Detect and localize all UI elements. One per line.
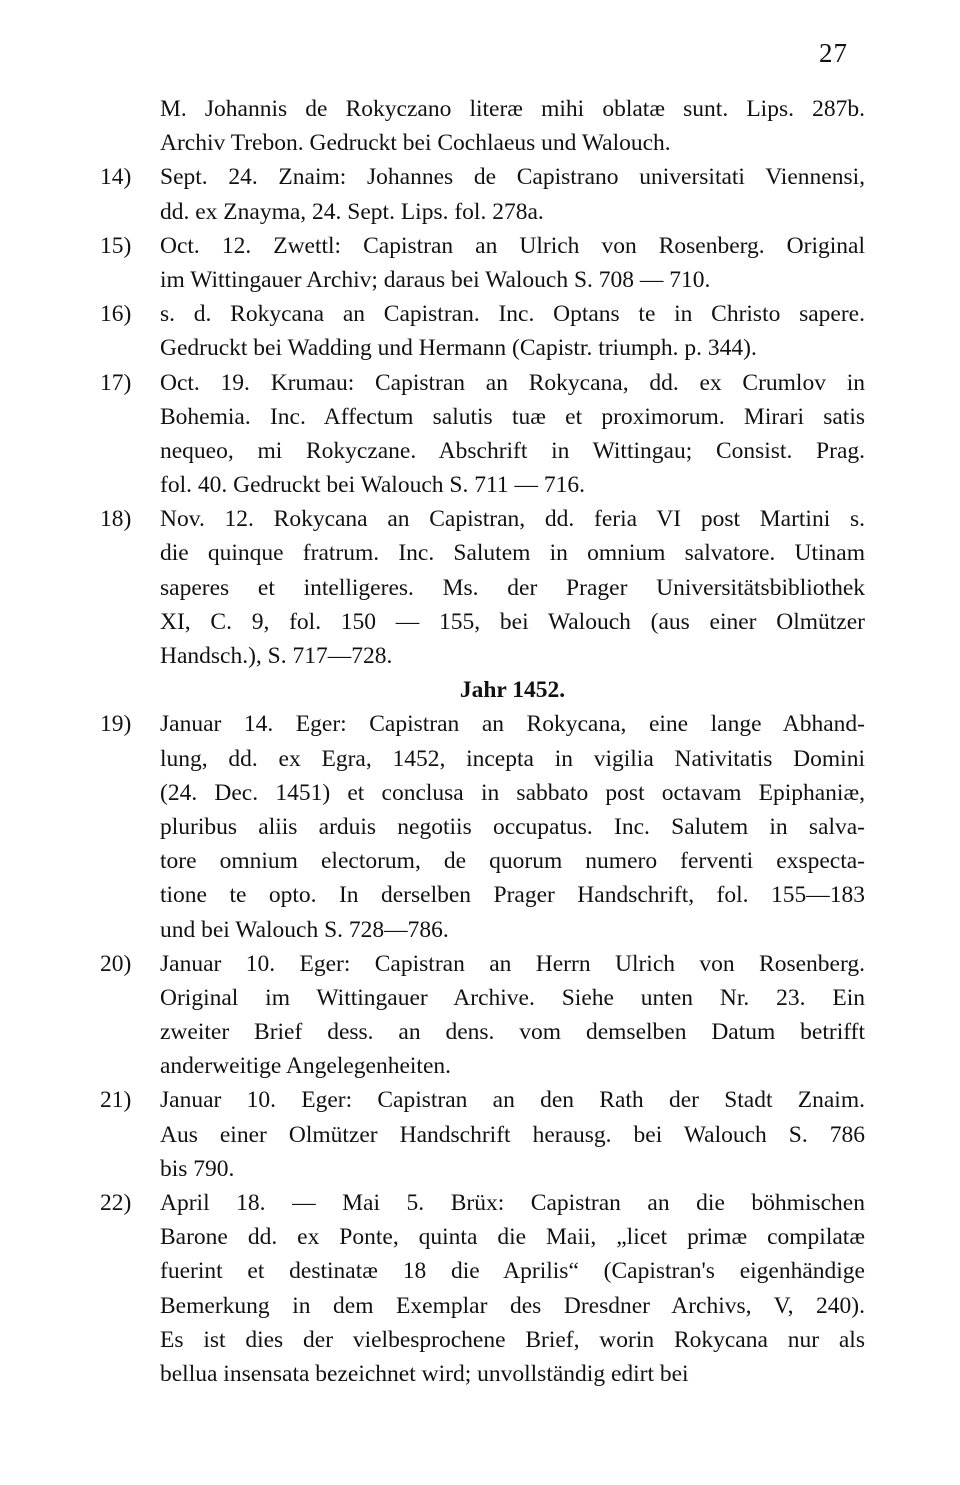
text-line: saperes et intelligeres. Ms. der Prager Universitätsbibliothek: [160, 574, 865, 601]
text-line: tione te opto. In derselben Prager Handschrift, fol. 155—183: [160, 882, 865, 909]
text-line: Sept. 24. Znaim: Johannes de Capistrano universitati Viennensi,: [160, 164, 865, 191]
text-line: pluribus aliis arduis negotiis occupatus. Inc. Salutem in salva-: [160, 813, 865, 840]
text-line: anderweitige Angelegenheiten.: [160, 1053, 452, 1080]
text-line: M. Johannis de Rokyczano literæ mihi oblatæ sunt. Lips. 287b.: [160, 96, 865, 122]
entry-number: 17): [100, 369, 132, 396]
text-line: fuerint et destinatæ 18 die Aprilis“ (Capistran's eigenhändige: [160, 1258, 865, 1285]
text-line: tore omnium electorum, de quorum numero ferventi exspecta-: [160, 848, 865, 875]
text-line: Oct. 12. Zwettl: Capistran an Ulrich von Rosenberg. Original: [160, 232, 865, 259]
text-line: fol. 40. Gedruckt bei Walouch S. 711 — 716.: [160, 472, 585, 499]
text-line: nequeo, mi Rokyczane. Abschrift in Wittingau; Consist. Prag.: [160, 437, 865, 464]
text-line: dd. ex Znayma, 24. Sept. Lips. fol. 278a.: [160, 198, 544, 225]
catalog-entry: [100, 366, 865, 503]
text-line: und bei Walouch S. 728—786.: [160, 916, 449, 943]
text-line: bis 790.: [160, 1155, 235, 1182]
text-line: im Wittingauer Archiv; daraus bei Walouch S. 708 — 710.: [160, 266, 711, 293]
text-line: XI, C. 9, fol. 150 — 155, bei Walouch (aus einer Olmützer: [160, 608, 865, 635]
text-line: Barone dd. ex Ponte, quinta die Maii, „licet primæ compilatæ: [160, 1224, 865, 1251]
catalog-entry: [100, 297, 865, 365]
catalog-entry: [100, 1186, 865, 1391]
text-line: Original im Wittingauer Archive. Siehe unten Nr. 23. Ein: [160, 984, 865, 1011]
catalog-entry: [100, 229, 865, 297]
text-line: (24. Dec. 1451) et conclusa in sabbato post octavam Epiphaniæ,: [160, 779, 865, 806]
text-line: Es ist dies der vielbesprochene Brief, worin Rokycana nur als: [160, 1326, 865, 1353]
entry-number: 22): [100, 1190, 132, 1216]
text-line: Januar 10. Eger: Capistran an Herrn Ulrich von Rosenberg.: [160, 950, 865, 977]
catalog-entry: [100, 707, 865, 946]
text-line: Nov. 12. Rokycana an Capistran, dd. feria VI post Martini s.: [160, 506, 865, 533]
entry-number: 21): [100, 1087, 132, 1114]
text-line: Bemerkung in dem Exemplar des Dresdner Archivs, V, 240).: [160, 1292, 865, 1319]
entry-number: 14): [100, 164, 132, 191]
text-line: Handsch.), S. 717—728.: [160, 643, 393, 669]
entry-number: 20): [100, 950, 132, 977]
entries-1451: [100, 160, 865, 673]
catalog-entry: [100, 160, 865, 228]
entry-number: 18): [100, 506, 132, 533]
entry-number: 19): [100, 711, 132, 738]
text-line: zweiter Brief dess. an dens. vom demselben Datum betrifft: [160, 1019, 865, 1046]
intro-paragraph: [100, 92, 865, 160]
text-line: Oct. 19. Krumau: Capistran an Rokycana, dd. ex Crumlov in: [160, 369, 865, 396]
page-number: 27: [819, 38, 848, 68]
year-heading: Jahr 1452.: [459, 677, 566, 704]
text-line: lung, dd. ex Egra, 1452, incepta in vigilia Nativitatis Domini: [160, 745, 865, 772]
text-line: Gedruckt bei Wadding und Hermann (Capistr. triumph. p. 344).: [160, 335, 757, 362]
entry-number: 16): [100, 301, 132, 328]
text-line: die quinque fratrum. Inc. Salutem in omnium salvatore. Utinam: [160, 540, 865, 567]
text-line: Bohemia. Inc. Affectum salutis tuæ et proximorum. Mirari satis: [160, 403, 865, 430]
text-line: bellua insensata bezeichnet wird; unvollständig edirt bei: [160, 1360, 689, 1387]
text-line: Aus einer Olmützer Handschrift herausg. bei Walouch S. 786: [160, 1121, 865, 1148]
text-line: Januar 14. Eger: Capistran an Rokycana, eine lange Abhand-: [160, 711, 865, 738]
entries-1452: [100, 707, 865, 1391]
catalog-entry: [100, 947, 865, 1084]
catalog-entry: [100, 1083, 865, 1186]
text-line: April 18. — Mai 5. Brüx: Capistran an die böhmischen: [160, 1190, 865, 1216]
text-line: Archiv Trebon. Gedruckt bei Cochlaeus und Walouch.: [160, 130, 671, 157]
text-line: s. d. Rokycana an Capistran. Inc. Optans te in Christo sapere.: [160, 301, 865, 328]
text-line: Januar 10. Eger: Capistran an den Rath der Stadt Znaim.: [160, 1087, 865, 1114]
entry-number: 15): [100, 232, 132, 259]
page-body: [100, 92, 865, 1391]
catalog-entry: [100, 502, 865, 673]
